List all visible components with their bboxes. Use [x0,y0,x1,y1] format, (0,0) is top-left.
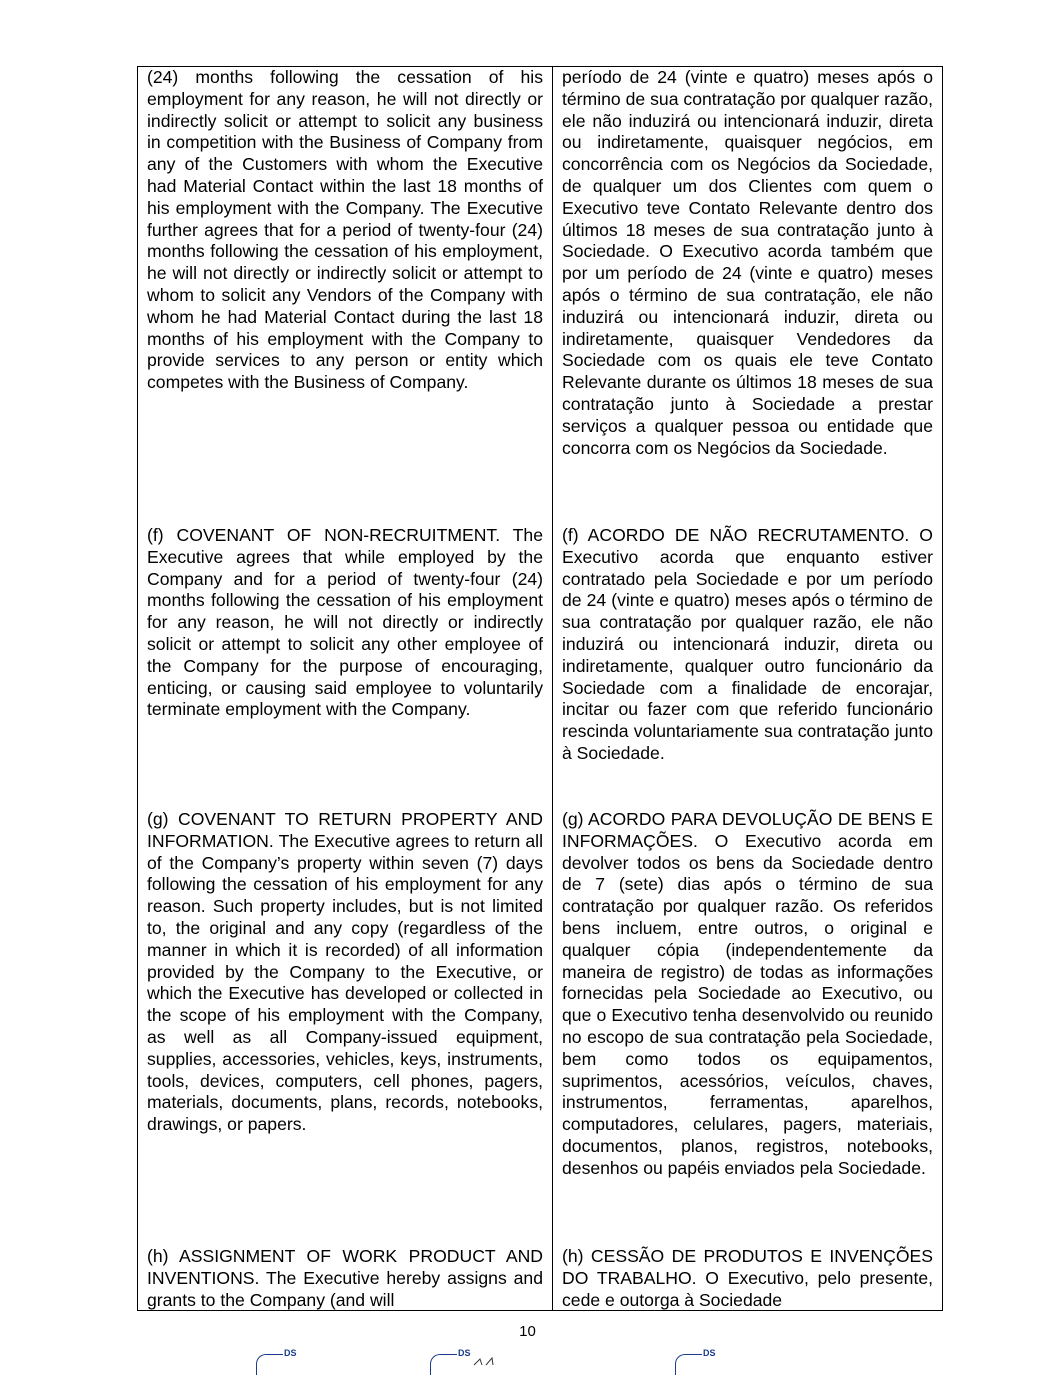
paragraph-assignment-en: (h) ASSIGNMENT OF WORK PRODUCT AND INVENTIONS. The Executive hereby assigns and grants to the Company (and will [147,1246,543,1310]
page-number: 10 [519,1323,536,1340]
english-column [138,67,553,1310]
bilingual-table [137,66,943,1311]
paragraph-non-recruitment-en: (f) COVENANT OF NON-RECRUITMENT. The Executive agrees that while employed by the Company and for a period of twenty-four (24) months following the cessation of his employment for any reason, he will not directly or indirectly solicit or attempt to solicit any other employee of the Company for the purpose of encouraging, enticing, or causing said employee to voluntarily terminate employment with the Company. [147,525,543,720]
paragraph-assignment-pt: (h) CESSÃO DE PRODUTOS E INVENÇÕES DO TRABALHO. O Executivo, pelo presente, cede e outorga à Sociedade [562,1246,933,1310]
portuguese-column [553,67,942,1310]
paragraph-customers-vendors-en: (24) months following the cessation of his employment for any reason, he will not directly or indirectly solicit or attempt to solicit any business in competition with the Business of Company from any of the Customers with whom the Executive had Material Contact within the last 18 months of his employment with the Company. The Executive further agrees that for a period of twenty-four (24) months following the cessation of his employment, he will not directly or indirectly solicit or attempt to whom to solicit any Vendors of the Company with whom he had Material Contact during the last 18 months of his employment with the Company to provide services to any person or entity which competes with the Business of Company. [147,67,543,393]
paragraph-return-property-en: (g) COVENANT TO RETURN PROPERTY AND INFORMATION. The Executive agrees to return all of the Company’s property within seven (7) days following the cessation of his employment for any reason. Such property includes, but is not limited to, the original and any copy (regardless of the manner in which it is recorded) of all information provided by the Company to the Executive, or which the Executive has developed or collected in the scope of his employment with the Company, as well as all Company-issued equipment, supplies, accessories, vehicles, keys, instruments, tools, devices, computers, cell phones, pagers, materials, documents, plans, records, notebooks, drawings, or papers. [147,809,543,1135]
paragraph-return-property-pt: (g) ACORDO PARA DEVOLUÇÃO DE BENS E INFORMAÇÕES. O Executivo acorda em devolver todos os bens da Sociedade dentro de 7 (sete) dias após o término de sua contratação por qualquer razão. Os referidos bens incluem, entre outros, o original e qualquer cópia (independentemente da maneira de registro) de todas as informações fornecidas pela Sociedade ao Executivo, ou que o Executivo tenha desenvolvido ou reunido no escopo de sua contratação pela Sociedade, bem como todos os equipamentos, suprimentos, acessórios, veículos, chaves, instrumentos, ferramentas, aparelhos, computadores, celulares, pagers, materiais, documentos, planos, registros, notebooks, desenhos ou papéis enviados pela Sociedade. [562,809,933,1178]
paragraph-non-recruitment-pt: (f) ACORDO DE NÃO RECRUTAMENTO. O Executivo acorda que enquanto estiver contratado pela Sociedade e por um período de 24 (vinte e quatro) meses após o término de sua contratação por qualquer razão, ele não induzirá ou intencionará induzir, direta ou indiretamente, qualquer outro funcionário da Sociedade com a finalidade de encorajar, incitar ou fazer com que referido funcionário rescinda voluntariamente sua contratação junto à Sociedade. [562,525,933,763]
paragraph-customers-vendors-pt: período de 24 (vinte e quatro) meses após o término de sua contratação por qualquer razão, ele não induzirá ou intencionará induzir, direta ou indiretamente, quaisquer negócios, em concorrência com os Negócios da Sociedade, de qualquer um dos Clientes com quem o Executivo teve Contato Relevante dentro dos últimos 18 meses de sua contratação junto à Sociedade. O Executivo acorda também que por um período de 24 (vinte e quatro) meses após o término de sua contratação, ele não induzirá ou intencionará induzir, direta ou indiretamente, quaisquer Vendedores da Sociedade com os quais ele teve Contato Relevante durante os últimos 18 meses de sua contratação junto à Sociedade a prestar serviços a qualquer pessoa ou entidade que concorra com os Negócios da Sociedade. [562,67,933,458]
